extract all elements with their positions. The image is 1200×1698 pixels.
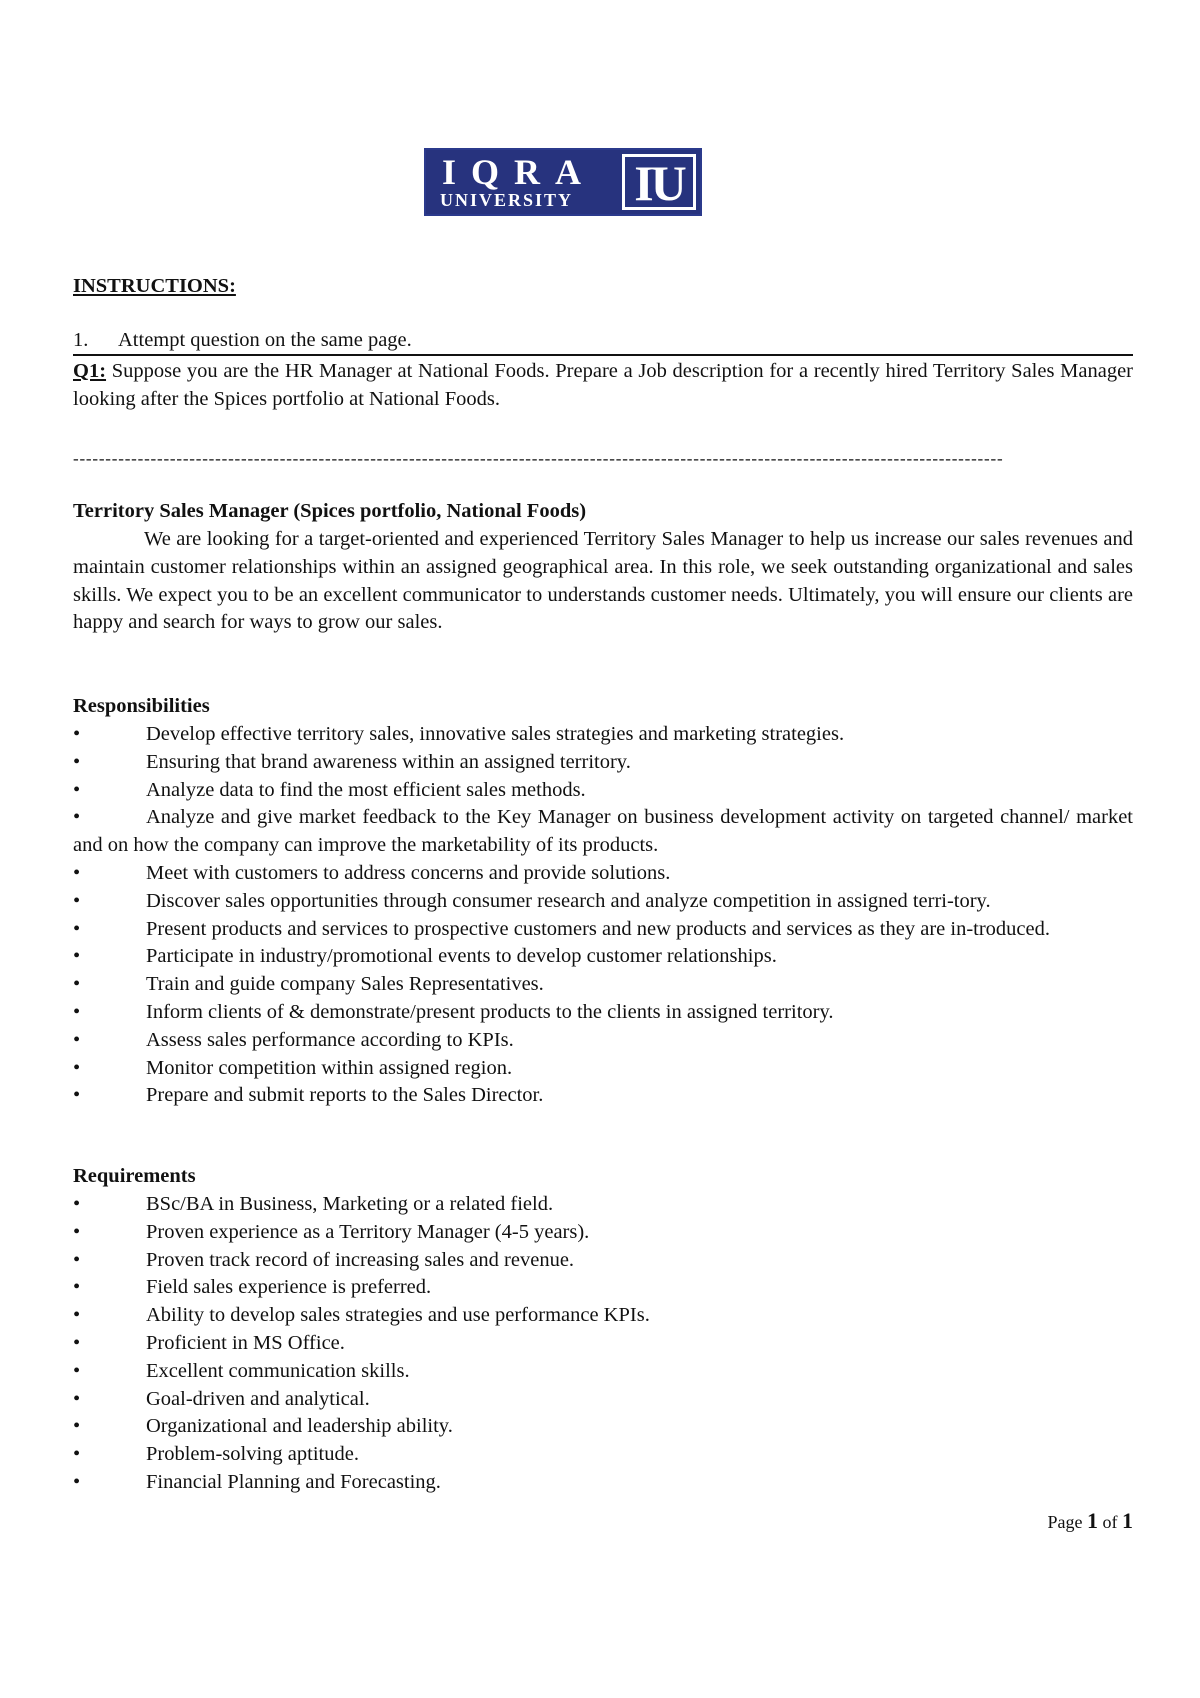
list-item-text: Develop effective territory sales, innovative sales strategies and marketing strategies. (146, 723, 845, 745)
page-of-word: of (1098, 1512, 1122, 1532)
bullet-icon: • (73, 806, 81, 829)
university-logo (424, 148, 702, 216)
list-item-text: Problem-solving aptitude. (146, 1443, 359, 1466)
list-item-text: Field sales experience is preferred. (146, 1276, 432, 1299)
bullet-icon: • (73, 1084, 81, 1107)
list-item (73, 1055, 1133, 1083)
bullet-icon: • (73, 1028, 81, 1051)
logo-wordmark (426, 150, 622, 214)
list-item (73, 1469, 1133, 1497)
bullet-icon: • (73, 1276, 81, 1299)
bullet-icon: • (73, 861, 81, 884)
list-item-text: Analyze and give market feedback to the Key Manager on business development activity on targeted channel/ market and on how the company can improve the marketability of its products. (73, 806, 1133, 857)
list-item (73, 1191, 1133, 1219)
logo-mark: IU (622, 154, 696, 210)
bullet-icon: • (73, 1000, 81, 1023)
list-item (73, 916, 1133, 944)
list-item (73, 1358, 1133, 1386)
list-item (73, 888, 1133, 916)
list-item-text: Excellent communication skills. (146, 1359, 410, 1382)
list-item (73, 1330, 1133, 1358)
page-word: Page (1047, 1512, 1087, 1532)
list-item-text: BSc/BA in Business, Marketing or a related field. (146, 1193, 554, 1215)
requirements-list (73, 1191, 1133, 1497)
bullet-icon: • (73, 973, 81, 996)
list-item-text: Monitor competition within assigned region. (146, 1056, 513, 1079)
list-item (73, 1441, 1133, 1469)
instructions-divider (73, 354, 1133, 356)
list-item (73, 1413, 1133, 1441)
bullet-icon: • (73, 1193, 81, 1215)
list-item-text: Goal-driven and analytical. (146, 1387, 370, 1410)
bullet-icon: • (73, 917, 81, 940)
list-item (73, 1082, 1133, 1110)
list-item (73, 777, 1133, 805)
list-item-text: Financial Planning and Forecasting. (146, 1470, 441, 1493)
list-item-text: Discover sales opportunities through consumer research and analyze competition in assigned terri-tory. (146, 889, 991, 912)
list-item-text: Prepare and submit reports to the Sales Director. (146, 1084, 544, 1107)
bullet-icon: • (73, 723, 81, 745)
bullet-icon: • (73, 1443, 81, 1466)
list-item-text: Inform clients of & demonstrate/present products to the clients in assigned territory. (146, 1000, 834, 1023)
bullet-icon: • (73, 778, 81, 801)
list-item-text: Present products and services to prospective customers and new products and services as they are in-troduced. (146, 917, 1050, 940)
instruction-number: 1. (73, 329, 89, 351)
list-item (73, 721, 1133, 749)
requirements-heading: Requirements (73, 1165, 196, 1187)
bullet-icon: • (73, 1387, 81, 1410)
page-current: 1 (1087, 1508, 1098, 1533)
page-footer (1048, 1508, 1134, 1534)
bullet-icon: • (73, 1248, 81, 1271)
list-item (73, 804, 1133, 860)
bullet-icon: • (73, 1056, 81, 1079)
list-item (73, 999, 1133, 1027)
logo-subtitle: UNIVERSITY (440, 190, 574, 210)
page-total: 1 (1122, 1508, 1133, 1533)
list-item-text: Proficient in MS Office. (146, 1331, 345, 1354)
list-item-text: Assess sales performance according to KPIs. (146, 1028, 514, 1051)
list-item (73, 943, 1133, 971)
responsibilities-heading: Responsibilities (73, 695, 210, 717)
bullet-icon: • (73, 1470, 81, 1493)
list-item-text: Proven track record of increasing sales and revenue. (146, 1248, 575, 1271)
bullet-icon: • (73, 945, 81, 968)
list-item (73, 1386, 1133, 1414)
question-label: Q1: (73, 360, 107, 382)
bullet-icon: • (73, 1359, 81, 1382)
instructions-heading: INSTRUCTIONS: (73, 275, 236, 297)
list-item-text: Participate in industry/promotional events to develop customer relationships. (146, 945, 777, 968)
list-item (73, 860, 1133, 888)
list-item-text: Analyze data to find the most efficient sales methods. (146, 778, 586, 801)
list-item (73, 1219, 1133, 1247)
dashed-separator: ------------------------------------------------------------------------------------------------------------------------------------------------ (73, 449, 1004, 468)
list-item-text: Proven experience as a Territory Manager (4-5 years). (146, 1220, 590, 1243)
logo-word: IQRA (442, 152, 597, 192)
bullet-icon: • (73, 750, 81, 773)
bullet-icon: • (73, 1331, 81, 1354)
bullet-icon: • (73, 889, 81, 912)
list-item-text: Ability to develop sales strategies and use performance KPIs. (146, 1304, 650, 1327)
list-item-text: Meet with customers to address concerns and provide solutions. (146, 861, 671, 884)
bullet-icon: • (73, 1415, 81, 1438)
job-intro: We are looking for a target-oriented and experienced Territory Sales Manager to help us increase our sales revenues and maintain customer relationships within an assigned geographical area. In this role, we seek outstanding organizational and sales skills. We expect you to be an excellent communicator to understands customer needs. Ultimately, you will ensure our clients are happy and search for ways to grow our sales. (73, 528, 1133, 634)
list-item-text: Organizational and leadership ability. (146, 1415, 453, 1438)
instruction-item (73, 327, 1133, 355)
question-text: Suppose you are the HR Manager at National Foods. Prepare a Job description for a recently hired Territory Sales Manager looking after the Spices portfolio at National Foods. (73, 360, 1133, 410)
list-item-text: Ensuring that brand awareness within an assigned territory. (146, 750, 631, 773)
instruction-text: Attempt question on the same page. (118, 329, 412, 351)
list-item (73, 1274, 1133, 1302)
question-block (73, 358, 1133, 414)
list-item-text: Train and guide company Sales Representatives. (146, 973, 544, 996)
responsibilities-list (73, 721, 1133, 1110)
list-item (73, 1247, 1133, 1275)
bullet-icon: • (73, 1304, 81, 1327)
bullet-icon: • (73, 1220, 81, 1243)
job-title: Territory Sales Manager (Spices portfolio, National Foods) (73, 500, 587, 522)
list-item (73, 1302, 1133, 1330)
list-item (73, 971, 1133, 999)
list-item (73, 749, 1133, 777)
list-item (73, 1027, 1133, 1055)
